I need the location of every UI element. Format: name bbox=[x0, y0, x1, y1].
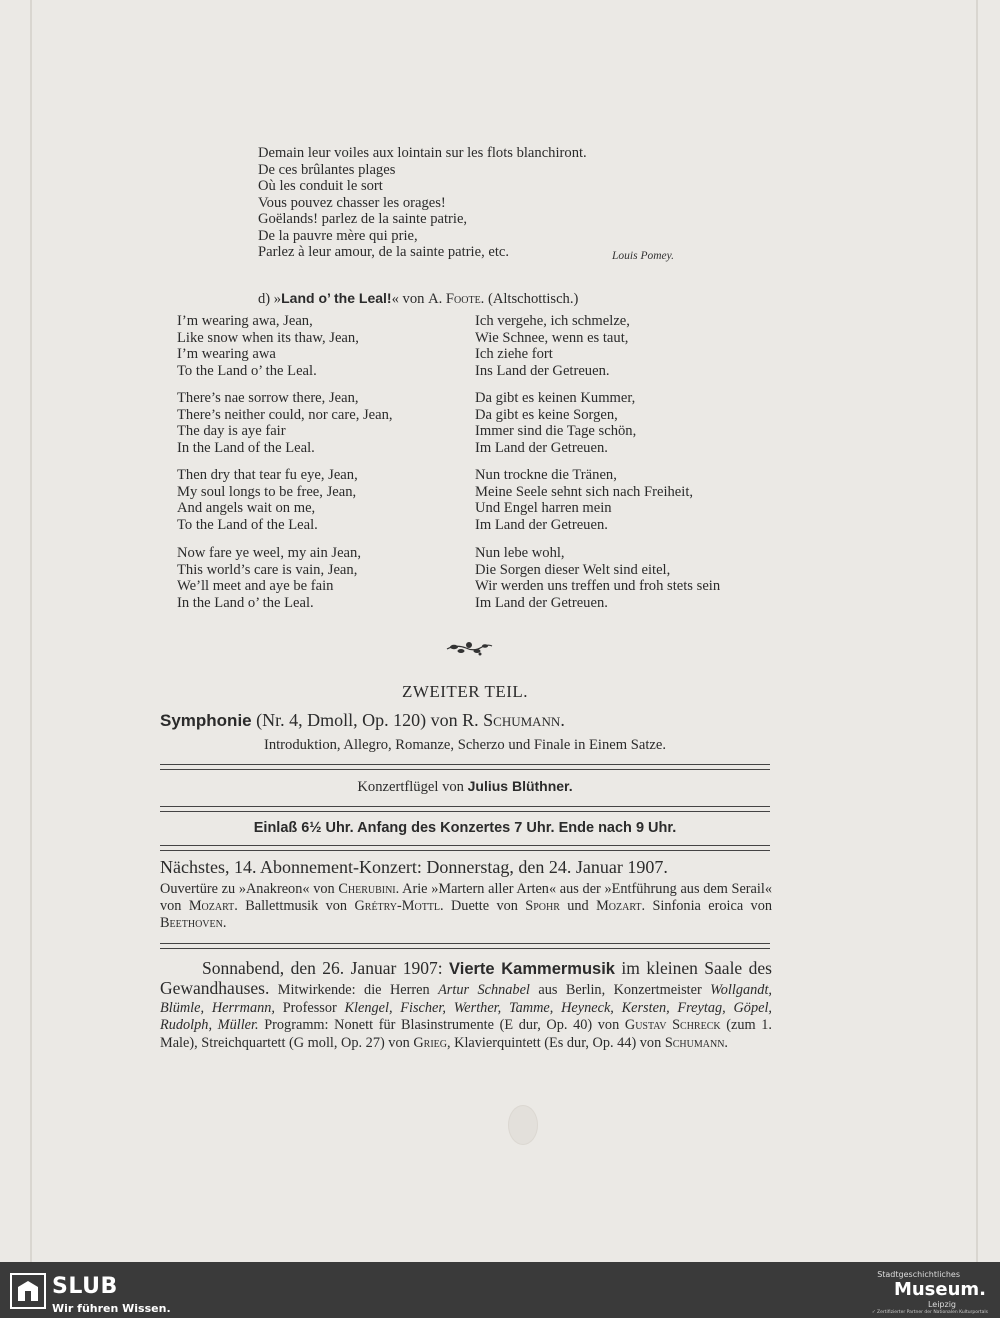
performer: Klengel, Fischer, Werther, Tamme, Heyneck, Kersten, Freytag, Göpel, Rudolph, Müller. bbox=[160, 999, 772, 1034]
composer: Gustav Schreck bbox=[624, 1017, 721, 1034]
piano-maker: Julius Blüthner. bbox=[467, 778, 573, 794]
composer: Schumann. bbox=[664, 1035, 729, 1052]
performer: Wollgandt, Blümle, Herrmann, bbox=[160, 981, 772, 1016]
german-stanza-3 bbox=[475, 467, 805, 533]
verse-line: There’s nae sorrow there, Jean, bbox=[177, 390, 359, 406]
song-heading bbox=[258, 290, 578, 308]
verse-line: Now fare ye weel, my ain Jean, bbox=[177, 545, 361, 561]
slub-logo-icon[interactable] bbox=[10, 1273, 46, 1309]
verse-line: My soul longs to be free, Jean, bbox=[177, 483, 357, 500]
verse-line: To the Land of the Leal. bbox=[177, 516, 318, 533]
performer: Artur Schnabel bbox=[438, 981, 530, 998]
program-text: und bbox=[559, 898, 597, 914]
composer: Grétry-Mottl. bbox=[354, 898, 444, 914]
symphony-movements: Introduktion, Allegro, Romanze, Scherzo und Finale in Einem Satze. bbox=[263, 737, 667, 753]
english-stanza-3 bbox=[177, 467, 467, 533]
verse-line: Ich vergehe, ich schmelze, bbox=[475, 313, 630, 329]
symphony-line bbox=[160, 710, 565, 731]
chamber-date: Sonnabend, den 26. Januar 1907: bbox=[202, 958, 450, 978]
double-rule bbox=[160, 806, 770, 812]
verse-line: Und Engel harren mein bbox=[475, 500, 612, 516]
verse-line: Da gibt es keinen Kummer, bbox=[475, 390, 636, 406]
chamber-text: Programm: Nonett für Blasinstrumente (E dur, Op. 40) von bbox=[258, 1017, 625, 1034]
verse-line: The day is aye fair bbox=[177, 423, 286, 439]
chamber-text: Klavierquintett (Es dur, Op. 44) von bbox=[450, 1035, 665, 1052]
chamber-venue: im kleinen Saale des Gewandhauses. bbox=[160, 958, 772, 998]
verse-line: Die Sorgen dieser Welt sind eitel, bbox=[475, 561, 671, 578]
embossed-stamp bbox=[508, 1105, 538, 1145]
song-prefix: d) » bbox=[258, 291, 282, 307]
verse-line: Vous pouvez chasser les orages! bbox=[258, 194, 446, 211]
french-author: Louis Pomey. bbox=[612, 250, 674, 262]
double-rule bbox=[160, 764, 770, 770]
piano-credit-prefix: Konzertflügel von bbox=[357, 779, 468, 795]
program-text: Arie »Martern aller Arten« aus der »Entführung aus dem Serail« von bbox=[160, 881, 772, 914]
chamber-text: Professor bbox=[274, 999, 345, 1016]
verse-line: Parlez à leur amour, de la sainte patrie, etc. bbox=[258, 244, 510, 260]
german-stanza-1 bbox=[475, 313, 805, 379]
verse-line: Da gibt es keine Sorgen, bbox=[475, 406, 618, 423]
program-text: Duette von bbox=[443, 898, 526, 914]
chamber-title: Vierte Kammermusik bbox=[449, 960, 615, 978]
german-stanza-2 bbox=[475, 390, 805, 456]
verse-line: And angels wait on me, bbox=[177, 500, 316, 516]
verse-line: We’ll meet and aye be fain bbox=[177, 578, 334, 594]
piano-credit bbox=[160, 778, 770, 796]
program-text: Ouvertüre zu »Anakreon« von bbox=[160, 881, 339, 897]
english-stanza-4 bbox=[177, 545, 467, 611]
verse-line: Goëlands! parlez de la sainte patrie, bbox=[258, 211, 468, 227]
symphony-title: Symphonie bbox=[160, 711, 252, 730]
verse-line: Ich ziehe fort bbox=[475, 346, 553, 362]
verse-line: I’m wearing awa, Jean, bbox=[177, 313, 313, 329]
symphony-details: (Nr. 4, Dmoll, Op. 120) von bbox=[251, 710, 463, 730]
verse-line: Then dry that tear fu eye, Jean, bbox=[177, 467, 358, 483]
song-title: Land o’ the Leal! bbox=[281, 290, 392, 306]
verse-line: I’m wearing awa bbox=[177, 346, 276, 362]
verse-line: Wir werden uns treffen und froh stets sein bbox=[475, 578, 721, 594]
slub-name[interactable]: SLUB bbox=[52, 1274, 118, 1299]
next-concert-program bbox=[160, 881, 772, 932]
french-verse bbox=[258, 145, 698, 261]
verse-line: Like snow when its thaw, Jean, bbox=[177, 329, 359, 346]
page-fold-left bbox=[30, 0, 32, 1262]
verse-line: Nun lebe wohl, bbox=[475, 545, 565, 561]
slub-tagline: Wir führen Wissen. bbox=[52, 1302, 171, 1315]
song-note: (Altschottisch.) bbox=[484, 291, 579, 307]
verse-line: De ces brûlantes plages bbox=[258, 161, 396, 178]
verse-line: Immer sind die Tage schön, bbox=[475, 423, 637, 439]
verse-line: Im Land der Getreuen. bbox=[475, 439, 608, 456]
verse-line: This world’s care is vain, Jean, bbox=[177, 561, 358, 578]
chamber-text: aus Berlin, Konzertmeister bbox=[529, 981, 711, 998]
museum-city: Leipzig bbox=[927, 1300, 956, 1309]
program-text: Ballettmusik von bbox=[237, 898, 355, 914]
german-stanza-4 bbox=[475, 545, 805, 611]
next-concert-heading: Nächstes, 14. Abonnement-Konzert: Donnerstag, den 24. Januar 1907. bbox=[160, 857, 668, 877]
museum-certification: ✓ Zertifizierter Partner der Nationalen Kulturportals bbox=[871, 1310, 988, 1315]
page-fold-right bbox=[976, 0, 978, 1262]
composer: Cherubini. bbox=[338, 881, 400, 897]
composer: Beethoven. bbox=[160, 915, 227, 931]
verse-line: Demain leur voiles aux lointain sur les flots blanchiront. bbox=[258, 145, 587, 161]
composer: Spohr bbox=[525, 898, 560, 914]
composer: Mozart. bbox=[188, 898, 238, 914]
double-rule bbox=[160, 943, 770, 949]
verse-line: Im Land der Getreuen. bbox=[475, 516, 608, 533]
chamber-text: Mitwirkende: die Herren bbox=[269, 981, 439, 998]
verse-line: In the Land o’ the Leal. bbox=[177, 594, 314, 611]
composer: Grieg, bbox=[413, 1035, 451, 1052]
viewer-footer bbox=[0, 1262, 1000, 1318]
double-rule bbox=[160, 845, 770, 851]
verse-line: There’s neither could, nor care, Jean, bbox=[177, 406, 393, 423]
composer: Mozart. bbox=[596, 898, 646, 914]
part-two-heading: ZWEITER TEIL. bbox=[401, 682, 529, 701]
verse-line: In the Land of the Leal. bbox=[177, 439, 315, 456]
verse-line: Où les conduit le sort bbox=[258, 178, 383, 194]
verse-line: Ins Land der Getreuen. bbox=[475, 362, 610, 379]
museum-subtitle: Stadtgeschichtliches bbox=[877, 1270, 960, 1279]
song-suffix: « von bbox=[391, 291, 429, 307]
symphony-composer: R. Schumann. bbox=[462, 710, 565, 730]
verse-line: Im Land der Getreuen. bbox=[475, 594, 608, 611]
english-stanza-2 bbox=[177, 390, 467, 456]
verse-line: Meine Seele sehnt sich nach Freiheit, bbox=[475, 483, 694, 500]
museum-logo[interactable]: Museum. bbox=[893, 1279, 986, 1300]
chamber-music-announcement bbox=[160, 960, 772, 1053]
english-stanza-1 bbox=[177, 313, 467, 379]
program-text: Sinfonia eroica von bbox=[645, 898, 772, 914]
chamber-text: (zum 1. Male), Streichquartett (G moll, Op. 27) von bbox=[160, 1017, 772, 1052]
concert-times: Einlaß 6½ Uhr. Anfang des Konzertes 7 Uhr. Ende nach 9 Uhr. bbox=[253, 820, 677, 836]
verse-line: To the Land o’ the Leal. bbox=[177, 362, 317, 379]
song-composer: A. Foote. bbox=[428, 291, 485, 307]
verse-line: De la pauvre mère qui prie, bbox=[258, 227, 418, 244]
floral-ornament-icon bbox=[444, 638, 494, 658]
verse-line: Wie Schnee, wenn es taut, bbox=[475, 329, 629, 346]
verse-line: Nun trockne die Tränen, bbox=[475, 467, 617, 483]
